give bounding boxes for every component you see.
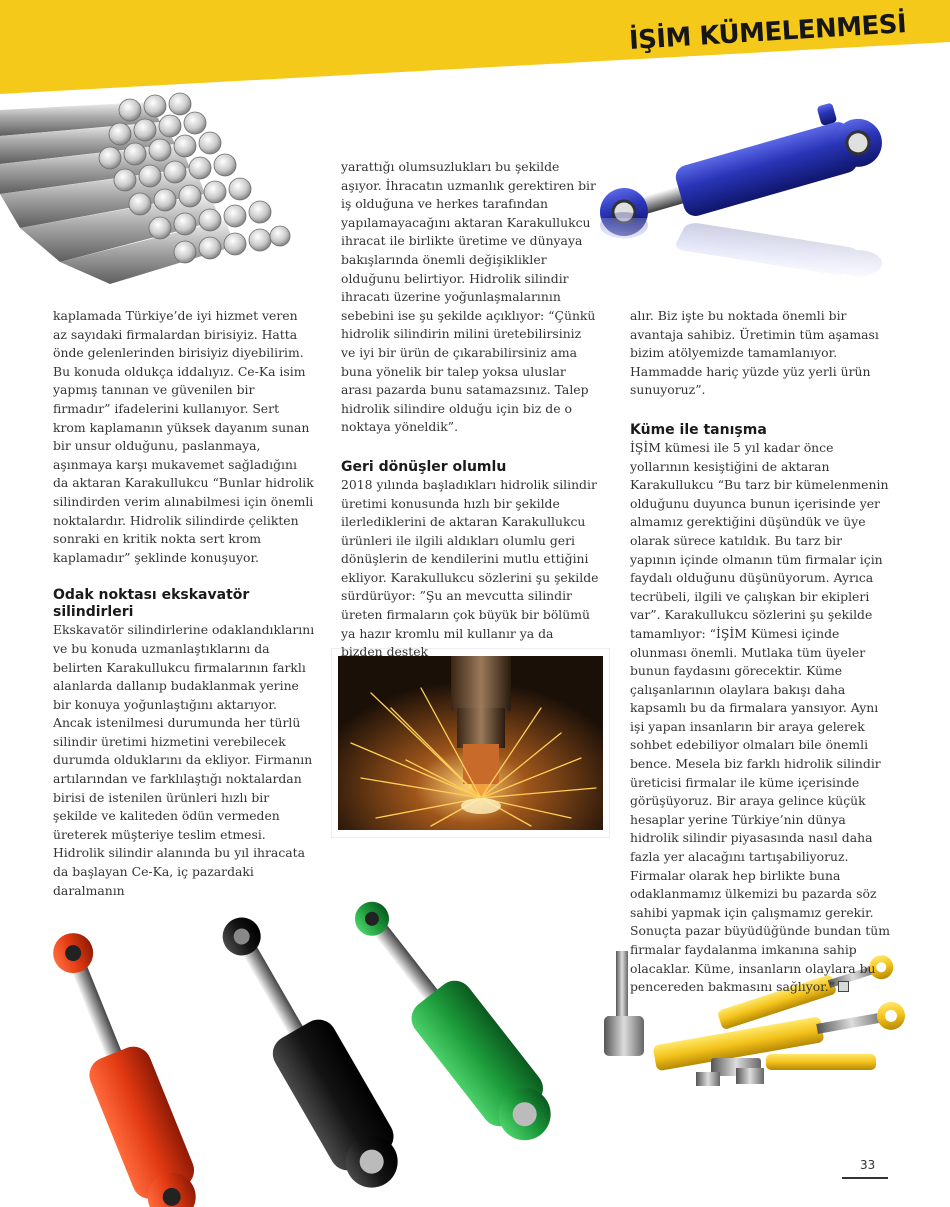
column-1-body: Ekskavatör silindirlerine odaklandıklarını ve bu konuda uzmanlaştıklarını da belirten Karakullukcu firmalarının farklı alanlarda dallanıp budaklanmak yerine bir konuya yoğunlaştığını aktarıyor. Ancak istenilmesi durumunda her türlü silindir üretimi hizmetini verebilecek durumda olduklarını da ekliyor. Firmanın artılarından ve farklılaştığı noktalardan birisi de istenilen ürünleri hızlı bir şekilde ve kaliteden ödün vermeden üreterek müşteriye teslim etmesi. Hidrolik silindir alanında bu yıl ihracata da başlayan Ce-Ka, iç pazardaki daralmanın — [53, 622, 315, 898]
column-3-intro: alır. Biz işte bu noktada önemli bir avantaja sahibiz. Üretimin tüm aşaması bizim atölyemizde tamamlanıyor. Hammadde hariç yüzde yüz yerli ürün sunuyoruz”. — [630, 308, 879, 398]
column-3 — [630, 307, 892, 997]
page-number-rule — [842, 1177, 888, 1179]
heading-kume-ile-tanisma: Küme ile tanışma — [630, 421, 767, 438]
column-2-body: 2018 yılında başladıkları hidrolik silindir üretimi konusunda hızlı bir şekilde ilerlediklerini de aktaran Karakullukcu ürünleri ile ilgili aldıkları olumlu geri dönüşlerin de kendilerini mutlu ettiğini ekliyor. Karakullukcu sözlerini şu şekilde sürdürüyor: ”Şu an mevcutta silindir üreten firmaların çok büyük bir bölümü ya hazır kromlu mil kullanır ya da bizden destek — [341, 476, 599, 660]
column-3-body: İŞİM kümesi ile 5 yıl kadar önce yollarının kesiştiğini de aktaran Karakullukcu “Bu tarz bir kümelenmenin olduğunu duyunca bunun içerisinde yer almamız gerektiğini düşündük ve üye olarak sürece katıldık. Bu tarz bir yapının içinde olmanın tüm firmalar için faydalı olduğunu düşünüyorum. Ayrıca tecrübeli, ilgili ve çalışkan bir ekipleri var”. Karakullukcu sözlerini şu şekilde tamamlıyor: “İŞİM Kümesi içinde olunması önemli. Mutlaka tüm üyeler bunun faydasını görecektir. Küme çalışanlarının olaylara bakışı daha kapsamlı bu da firmalara yansıyor. Aynı işi yapan insanların bir araya gelerek sohbet edebiliyor olmaları bile önemli bence. Mesela biz farklı hidrolik silindir üreticisi firmalar ile küme içerisinde görüşüyoruz. Bir araya gelince küçük hesaplar yerine Türkiye’nin dünya hidrolik silindir piyasasında nasıl daha fazla yer alacağını tartışabiliyoruz. Firmalar olarak hep birlikte buna odaklanmamız ülkemizi bu pazarda söz sahibi yapmak için çalışmamız gerekir. Sonuçta pazar büyüdüğünde bundan tüm firmalar faydalanma imkanına sahip olacaklar. Küme, insanların olaylara bu pencereden bakmasını sağlıyor.” — [630, 439, 890, 995]
machining-sparks-image — [331, 648, 610, 838]
section-title: İŞİM KÜMELENMESİ — [628, 9, 908, 56]
heading-odak-noktasi: Odak noktası ekskavatör silindirleri — [53, 587, 250, 621]
column-2-intro: yarattığı olumsuzlukları bu şekilde aşıyor. İhracatın uzmanlık gerektiren bir iş olduğuna ve herkes tarafından yapılamayacağını aktaran Karakullukcu ihracat ile birlikte üretime ve dünyaya bakışlarında önemli değişiklikler olduğunu belirtiyor. Hidrolik silindir ihracatı üzerine yoğunlaşmalarının sebebini ise şu şekilde açıklıyor: “Çünkü hidrolik silindirin milini üretebilirsiniz ve iyi bir ürün de çıkarabilirsiniz ama buna yönelik bir talep yoksa uluslar arası pazarda bunu satamazsınız. Talep hidrolik silindire olduğu için biz de o noktaya yöneldik”. — [341, 159, 596, 435]
steel-bars-image — [0, 86, 300, 286]
column-1-intro: kaplamada Türkiye’de iyi hizmet veren az sayıdaki firmalardan birisiyiz. Hatta önde gelenlerinden birisiyiz diyebilirim. Bu konuda oldukça iddalıyız. Ce-Ka isim yapmış tanınan ve güvenilen bir firmadır” ifadelerini kullanıyor. Sert krom kaplamanın yüksek dayanım sunan bir unsur olduğunu, paslanmaya, aşınmaya karşı mukavemet sağladığını da aktaran Karakullukcu “Bunlar hidrolik silindirden verim alınabilmesi için önemli noktalardır. Hidrolik silindirde çelikten sonraki en kritik nokta sert krom kaplamadır” şeklinde konuşuyor. — [53, 308, 314, 565]
blue-cylinder-image — [596, 98, 892, 288]
heading-geri-donusler: Geri dönüşler olumlu — [341, 458, 507, 475]
page-number: 33 — [860, 1158, 876, 1172]
end-of-article-icon — [838, 981, 849, 992]
column-2 — [341, 158, 599, 662]
column-3-body-wrap — [630, 439, 892, 997]
column-1 — [53, 307, 315, 900]
colored-cylinders-image — [53, 880, 600, 1207]
